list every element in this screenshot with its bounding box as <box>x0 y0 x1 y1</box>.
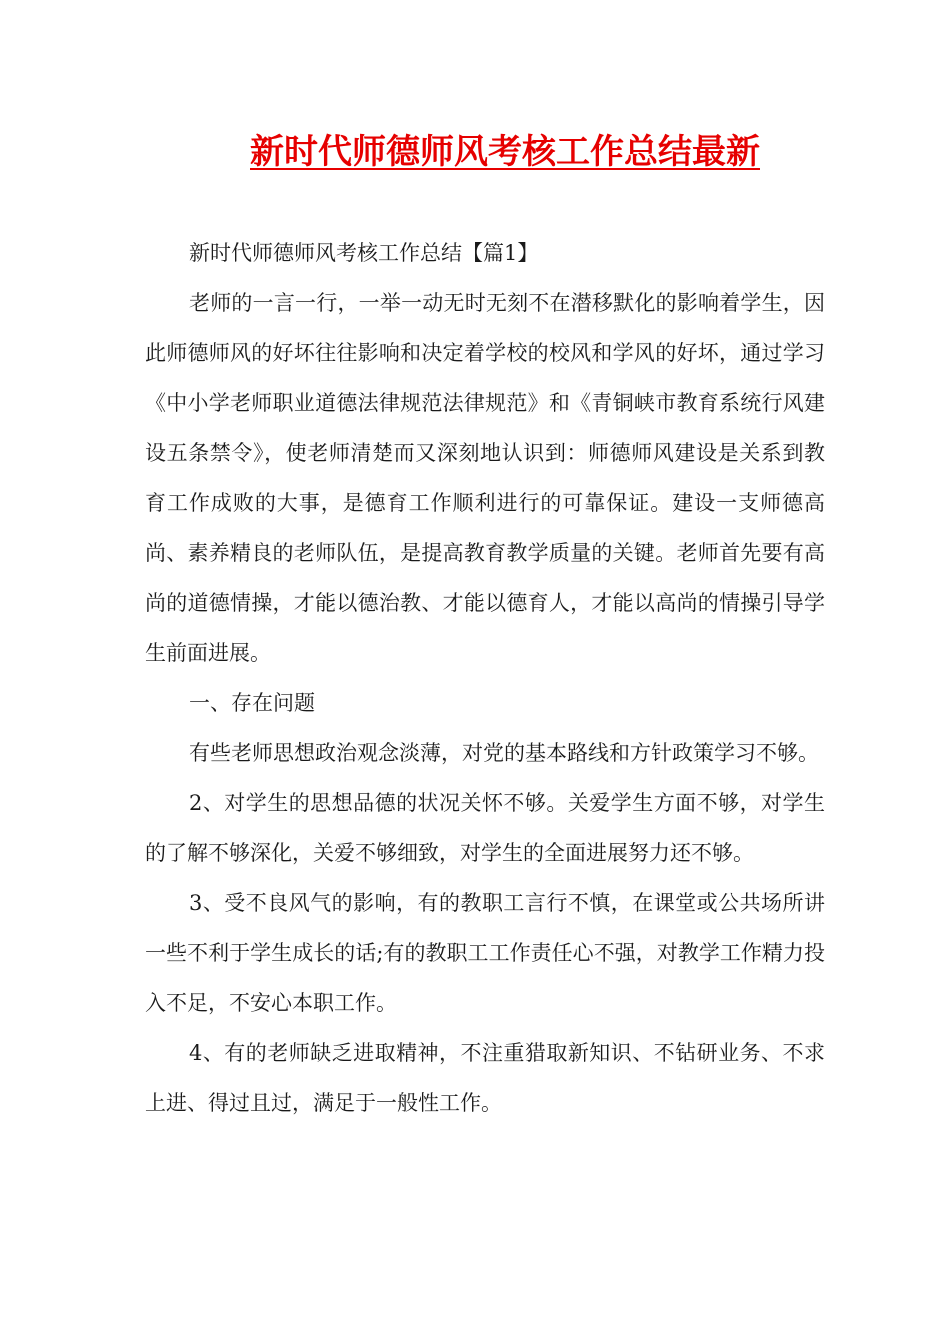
document-title-text: 新时代师德师风考核工作总结最新 <box>250 132 760 172</box>
paragraph-intro: 老师的一言一行，一举一动无时无刻不在潜移默化的影响着学生，因此师德师风的好坏往往影响和决定着学校的校风和学风的好坏，通过学习《中小学老师职业道德法律规范法律规范》和《青铜峡市教育系统行风建设五条禁令》，使老师清楚而又深刻地认识到：师德师风建设是关系到教育工作成败的大事，是德育工作顺利进行的可靠保证。建设一支师德高尚、素养精良的老师队伍，是提高教育教学质量的关键。老师首先要有高尚的道德情操，才能以德治教、才能以德育人，才能以高尚的情操引导学生前面进展。 <box>145 291 825 665</box>
subheading-problems: 一、存在问题 <box>189 691 315 715</box>
paragraph-problem-3: 3、受不良风气的影响，有的教职工言行不慎，在课堂或公共场所讲一些不利于学生成长的话;有的教职工工作责任心不强，对教学工作精力投入不足，不安心本职工作。 <box>145 891 825 1015</box>
paragraph-problem-1: 有些老师思想政治观念淡薄，对党的基本路线和方针政策学习不够。 <box>189 741 819 765</box>
document-body <box>145 228 825 1128</box>
paragraph-problem-2: 2、对学生的思想品德的状况关怀不够。关爱学生方面不够，对学生的了解不够深化，关爱不够细致，对学生的全面进展努力还不够。 <box>145 791 825 865</box>
document-title <box>0 128 950 176</box>
section-heading: 新时代师德师风考核工作总结【篇1】 <box>189 241 539 265</box>
paragraph-problem-4: 4、有的老师缺乏进取精神，不注重猎取新知识、不钻研业务、不求上进、得过且过，满足于一般性工作。 <box>145 1041 825 1115</box>
